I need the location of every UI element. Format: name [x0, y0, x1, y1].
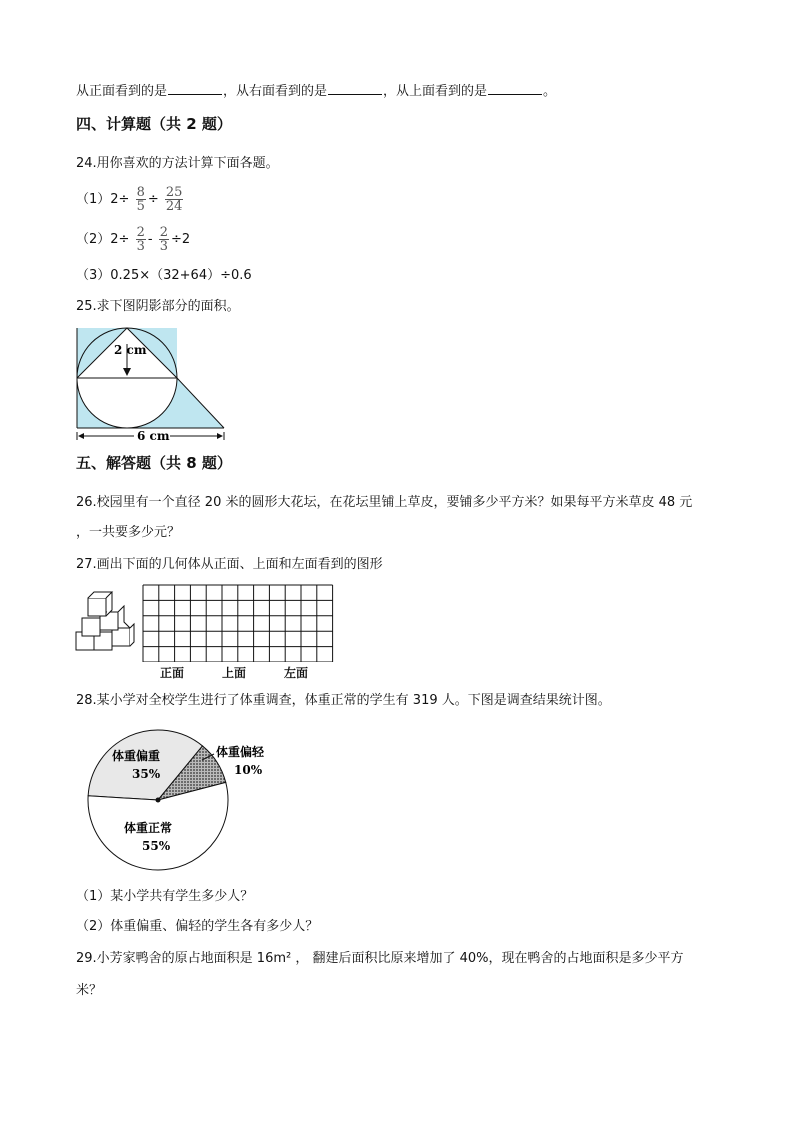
question-24: 24.用你喜欢的方法计算下面各题。	[76, 156, 279, 171]
question-28: 28.某小学对全校学生进行了体重调查，体重正常的学生有 319 人。下图是调查结果统计图。	[76, 693, 611, 708]
label-left-view: 左面	[284, 666, 309, 680]
fraction: $\frac{25}{24}$	[165, 185, 183, 214]
weight-pie-chart	[76, 724, 288, 874]
answer-blank-top[interactable]	[488, 82, 542, 95]
base-label: 6 cm	[137, 429, 170, 443]
section-4-title: 四、计算题（共 2 题）	[76, 115, 232, 133]
question-29-line-1: 29.小芳家鸭舍的原占地面积是 16m² ， 翻建后面积比原来增加了 40%，现在鸭舍的占地面积是多少平方	[76, 951, 684, 966]
text-front-view: 从正面看到的是	[76, 84, 168, 99]
label-top-view: 上面	[222, 666, 247, 680]
question-28-sub-1: （1）某小学共有学生多少人？	[76, 889, 254, 904]
pie-center	[156, 798, 161, 803]
question-24-item-1: （1）2÷ $\frac{8}{5}$ ÷ $\frac{25}{24}$	[76, 185, 183, 214]
answer-blank-right[interactable]	[328, 82, 382, 95]
question-24-item-3: （3）0.25×（32+64）÷0.6	[76, 268, 252, 283]
shaded-area-figure	[74, 322, 230, 444]
view-question-line	[76, 82, 556, 101]
drawing-grid[interactable]	[142, 584, 334, 662]
text-end: 。	[543, 84, 557, 99]
slice-value-heavy: 35%	[132, 767, 161, 781]
slice-label-normal: 体重正常	[124, 821, 173, 835]
question-26-line-2: ，一共要多少元？	[76, 525, 181, 540]
section-5-title: 五、解答题（共 8 题）	[76, 454, 232, 472]
slice-label-heavy: 体重偏重	[112, 749, 161, 763]
text-right-view: ，从右面看到的是	[223, 84, 328, 99]
fraction: $\frac{2}{3}$	[136, 225, 145, 254]
label-front-view: 正面	[160, 666, 185, 680]
question-25: 25.求下图阴影部分的面积。	[76, 299, 240, 314]
answer-blank-front[interactable]	[168, 82, 222, 95]
question-27: 27.画出下面的几何体从正面、上面和左面看到的图形	[76, 557, 383, 572]
fraction: $\frac{2}{3}$	[159, 225, 168, 254]
slice-value-normal: 55%	[142, 839, 171, 853]
question-28-sub-2: （2）体重偏重、偏轻的学生各有多少人？	[76, 919, 319, 934]
question-29-line-2: 米？	[76, 983, 103, 998]
radius-label: 2 cm	[114, 343, 147, 357]
slice-value-light: 10%	[234, 763, 263, 777]
fraction: $\frac{8}{5}$	[136, 185, 145, 214]
text-top-view: ，从上面看到的是	[383, 84, 488, 99]
slice-label-light: 体重偏轻	[216, 745, 265, 759]
question-26-line-1: 26.校园里有一个直径 20 米的圆形大花坛，在花坛里铺上草皮，要铺多少平方米？如果每平方米草皮 48 元	[76, 495, 693, 510]
cube-stack-figure	[74, 590, 136, 654]
question-24-item-2: （2）2÷ $\frac{2}{3}$ - $\frac{2}{3}$ ÷2	[76, 225, 191, 254]
